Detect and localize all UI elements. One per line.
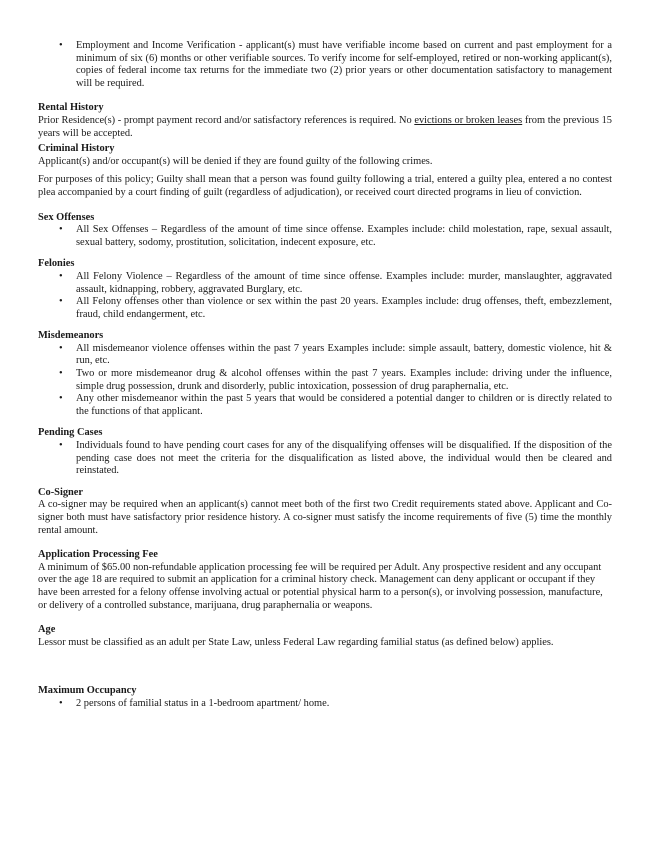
criminal-history-line1: Applicant(s) and/or occupant(s) will be denied if they are found guilty of the following crimes. xyxy=(38,155,433,167)
bullet-icon: • xyxy=(59,697,63,709)
list-item xyxy=(38,393,612,418)
application-fee-text: A minimum of $65.00 non-refundable application processing fee will be required per Adult. Any prospective resident and any occupant over the age 18 are required to submit an application for a criminal history check. Management can deny applicant or occupant if they have been arrested for a felony offense involving actual or potential physical harm to a person(s), or involving possession, manufacture, or delivery of a controlled substance, marijuana, drug paraphernalia or weapons. xyxy=(38,561,603,611)
application-fee-heading: Application Processing Fee xyxy=(38,549,158,561)
rental-history-text xyxy=(38,115,612,140)
employment-list xyxy=(38,40,612,90)
age-text: Lessor must be classified as an adult per State Law, unless Federal Law regarding familial status (as defined below) applies. xyxy=(38,636,554,648)
list-item xyxy=(38,296,612,321)
misdemeanor-item: Two or more misdemeanor drug & alcohol offenses within the past 7 years. Examples include: driving under the influence, simple drug possession, drunk and disorderly, public intoxication, possession of drug paraphernalia, etc. xyxy=(76,368,612,392)
document-page xyxy=(38,40,612,711)
co-signer-heading: Co-Signer xyxy=(38,486,84,498)
rental-history-heading: Rental History xyxy=(38,102,104,114)
pending-case-item: Individuals found to have pending court cases for any of the disqualifying offenses will be disqualified. If the disposition of the pending case does not meet the criteria for the disqualification as listed above, the individual would then be cleared and reinstated. xyxy=(76,440,612,477)
sex-offenses-list xyxy=(38,224,612,249)
list-item xyxy=(38,40,612,90)
maximum-occupancy-heading: Maximum Occupancy xyxy=(38,685,137,697)
bullet-icon: • xyxy=(59,270,63,282)
misdemeanor-item: Any other misdemeanor within the past 5 years that would be considered a potential danger to children or is directly related to the functions of that applicant. xyxy=(76,393,612,417)
bullet-icon: • xyxy=(59,440,63,452)
bullet-icon: • xyxy=(59,342,63,354)
bullet-icon: • xyxy=(59,393,63,405)
maximum-occupancy-item: 2 persons of familial status in a 1-bedroom apartment/ home. xyxy=(76,697,330,709)
sex-offense-item: All Sex Offenses – Regardless of the amount of time since offense. Examples include: child molestation, rape, sexual assault, sexual battery, sodomy, prostitution, solicitation, indecent exposure, etc. xyxy=(76,224,612,248)
felonies-list xyxy=(38,271,612,321)
employment-text: Employment and Income Verification - applicant(s) must have verifiable income based on current and past employment for a minimum of six (6) months or other verifiable sources. To verify income for self-employed, retired or non-working applicant(s), copies of federal income tax returns for the immediate two (2) prior years or other documentation satisfactory to management will be required. xyxy=(76,40,612,89)
list-item xyxy=(38,224,612,249)
bullet-icon: • xyxy=(59,40,63,51)
list-item xyxy=(38,343,612,368)
age-heading: Age xyxy=(38,624,56,636)
list-item xyxy=(38,271,612,296)
list-item xyxy=(38,368,612,393)
bullet-icon: • xyxy=(59,296,63,308)
pending-cases-heading: Pending Cases xyxy=(38,427,103,439)
bullet-icon: • xyxy=(59,368,63,380)
felony-item: All Felony Violence – Regardless of the amount of time since offense. Examples include: murder, manslaughter, aggravated assault, kidnapping, robbery, aggravated Burglary, etc. xyxy=(76,270,612,295)
rental-history-text-after: from the previous 15 years will be accepted. xyxy=(38,114,612,139)
co-signer-text: A co-signer may be required when an applicant(s) cannot meet both of the first two Credit requirements stated above. Applicant and Co-signer both must have satisfactory prior residence history. A co-signer must satisfy the income requirements of five (5) time the monthly rental amount. xyxy=(38,499,612,536)
list-item xyxy=(38,698,612,711)
felonies-heading: Felonies xyxy=(38,258,75,270)
evictions-underlined: evictions or broken leases xyxy=(414,114,523,126)
maximum-occupancy-list xyxy=(38,698,612,711)
sex-offenses-heading: Sex Offenses xyxy=(38,211,95,223)
misdemeanor-item: All misdemeanor violence offenses within the past 7 years Examples include: simple assault, battery, domestic violence, hit & run, etc. xyxy=(76,342,612,367)
bullet-icon: • xyxy=(59,224,63,236)
misdemeanors-list xyxy=(38,343,612,419)
felony-item: All Felony offenses other than violence or sex within the past 20 years. Examples include: drug offenses, theft, embezzlement, fraud, child endangerment, etc. xyxy=(76,296,612,320)
criminal-history-line2: For purposes of this policy; Guilty shall mean that a person was found guilty following a trial, entered a guilty plea, entered a no contest plea accompanied by a court finding of guilt (regardless of adjudication), or received court directed programs in lieu of conviction. xyxy=(38,174,612,198)
rental-history-text-before: Prior Residence(s) - prompt payment record and/or satisfactory references is required. No xyxy=(38,114,415,126)
pending-cases-list xyxy=(38,440,612,478)
list-item xyxy=(38,440,612,478)
criminal-history-heading: Criminal History xyxy=(38,143,115,155)
misdemeanors-heading: Misdemeanors xyxy=(38,330,104,342)
